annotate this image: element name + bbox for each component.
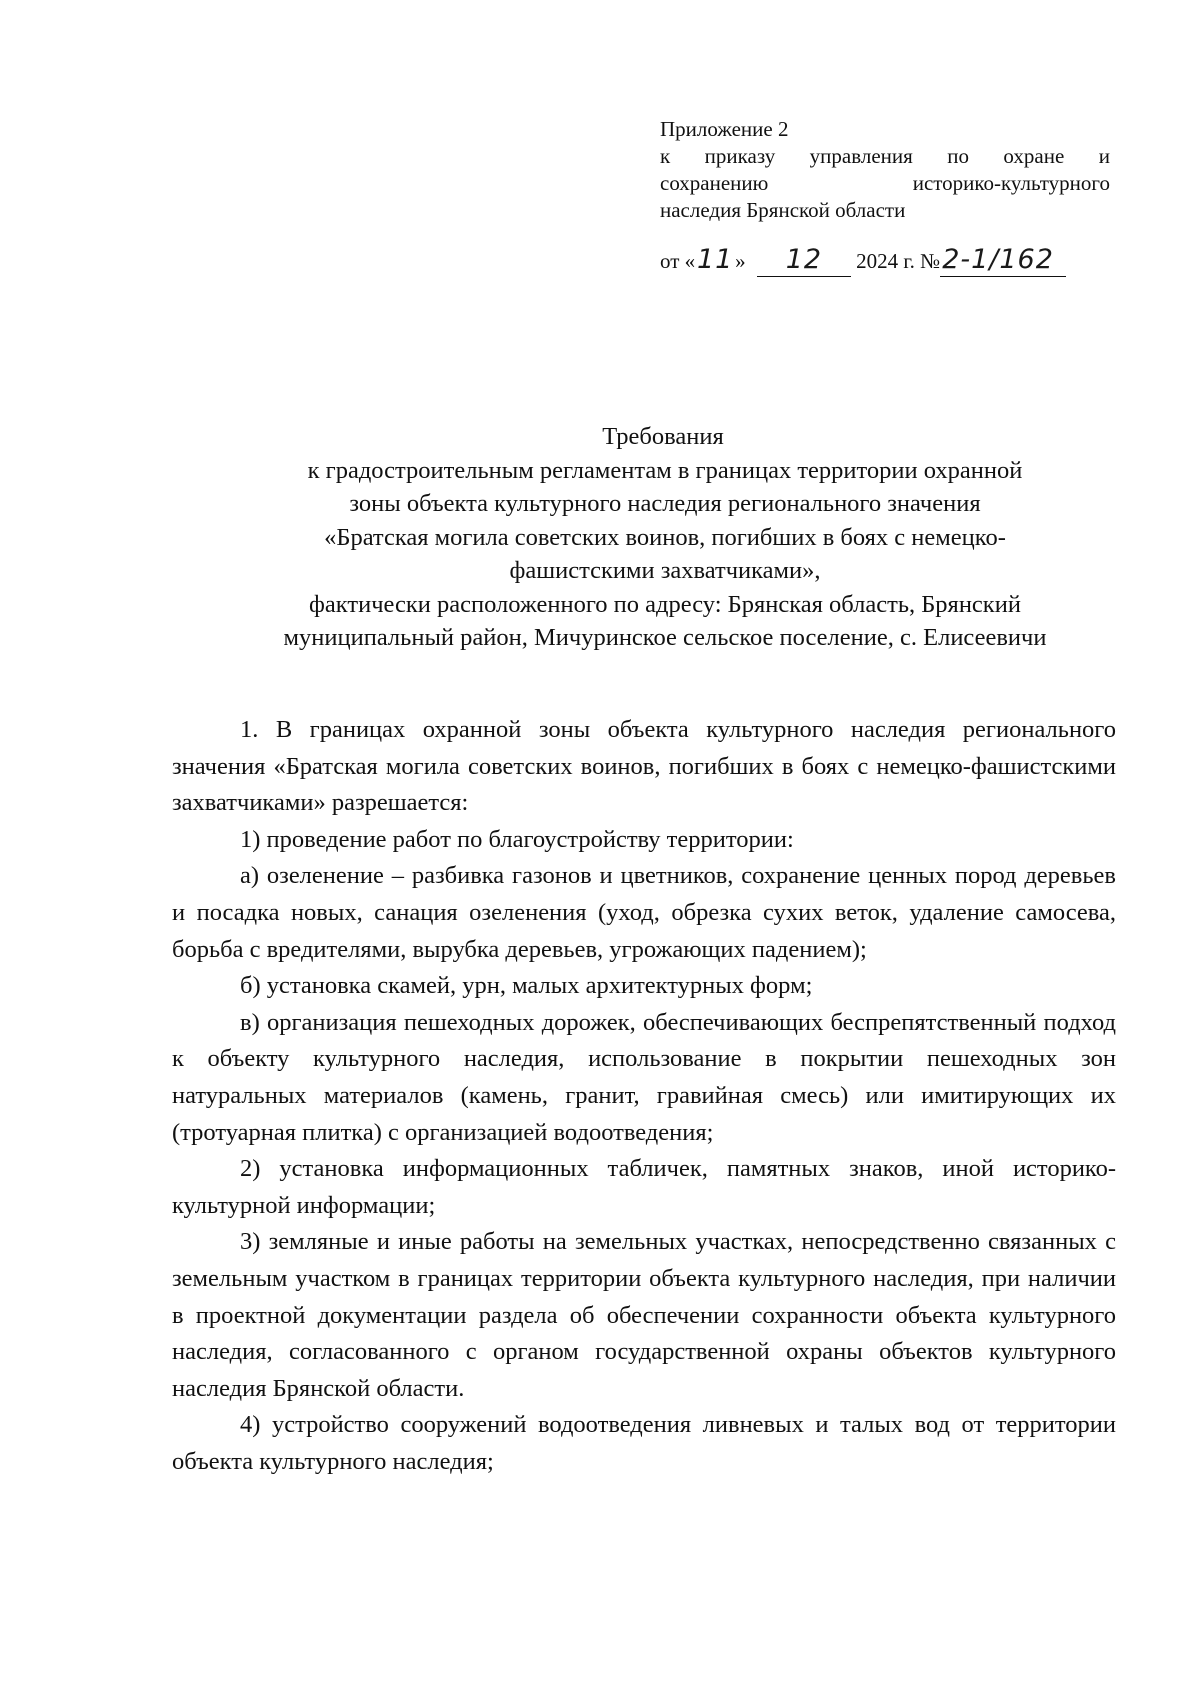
- paragraph-7: 3) земляные и иные работы на земельных участках, непосредственно связанных с земельным участком в границах территории объекта культурного наследия, при наличии в проектной документации раздела об обеспечении сохранности объекта культурного наследия, согласованного с органом государственной охраны объектов культурного наследия Брянской области.: [172, 1228, 1116, 1402]
- appendix-line-2: сохранению историко-культурного: [660, 171, 1110, 195]
- order-prefix: от «: [660, 249, 696, 273]
- paragraph-1: 1. В границах охранной зоны объекта культурного наследия регионального значения «Братская могила советских воинов, погибших в боях с немецко-фашистскими захватчиками» разрешается:: [172, 716, 1116, 817]
- order-date-number: [660, 244, 1120, 284]
- paragraph-2: 1) проведение работ по благоустройству территории:: [240, 825, 794, 853]
- document-body: [172, 712, 1116, 1480]
- order-year-text: 2024 г. №: [856, 249, 941, 273]
- paragraph-8: 4) устройство сооружений водоотведения ливневых и талых вод от территории объекта культурного наследия;: [172, 1411, 1116, 1475]
- title-line-1: к градостроительным регламентам в границах территории охранной: [307, 456, 1023, 484]
- handwritten-day: 11: [696, 244, 734, 275]
- order-quote-close: »: [735, 249, 746, 273]
- title-main: Требования: [602, 423, 724, 450]
- appendix-label: Приложение 2: [660, 117, 789, 141]
- title-line-5: фактически расположенного по адресу: Брянская область, Брянский: [309, 590, 1021, 618]
- paragraph-6: 2) установка информационных табличек, памятных знаков, иной историко-культурной информации;: [172, 1155, 1116, 1219]
- appendix-line-3: наследия Брянской области: [660, 198, 906, 222]
- title-line-4: фашистскими захватчиками»,: [509, 557, 821, 584]
- appendix-header: [660, 116, 1110, 224]
- title-line-2: зоны объекта культурного наследия регионального значения: [349, 490, 981, 517]
- handwritten-month: 12: [757, 244, 851, 277]
- handwritten-order-number: 2-1/162: [940, 244, 1066, 277]
- title-line-3: «Братская могила советских воинов, погибших в боях с немецко-: [324, 523, 1006, 551]
- paragraph-3: а) озеленение – разбивка газонов и цветников, сохранение ценных пород деревьев и посадка новых, санация озеленения (уход, обрезка сухих веток, удаление самосева, борьба с вредителями, вырубка деревьев, угрожающих падением);: [172, 862, 1116, 963]
- appendix-line-1: к приказу управления по охране и: [660, 144, 1110, 168]
- paragraph-5: в) организация пешеходных дорожек, обеспечивающих беспрепятственный подход к объекту культурного наследия, использование в покрытии пешеходных зон натуральных материалов (камень, гранит, гравийная смесь) или имитирующих их (тротуарная плитка) с организацией водоотведения;: [172, 1008, 1116, 1146]
- document-title: [150, 420, 1130, 655]
- paragraph-4: б) установка скамей, урн, малых архитектурных форм;: [240, 972, 813, 1000]
- title-line-6: муниципальный район, Мичуринское сельское поселение, с. Елисеевичи: [283, 624, 1047, 651]
